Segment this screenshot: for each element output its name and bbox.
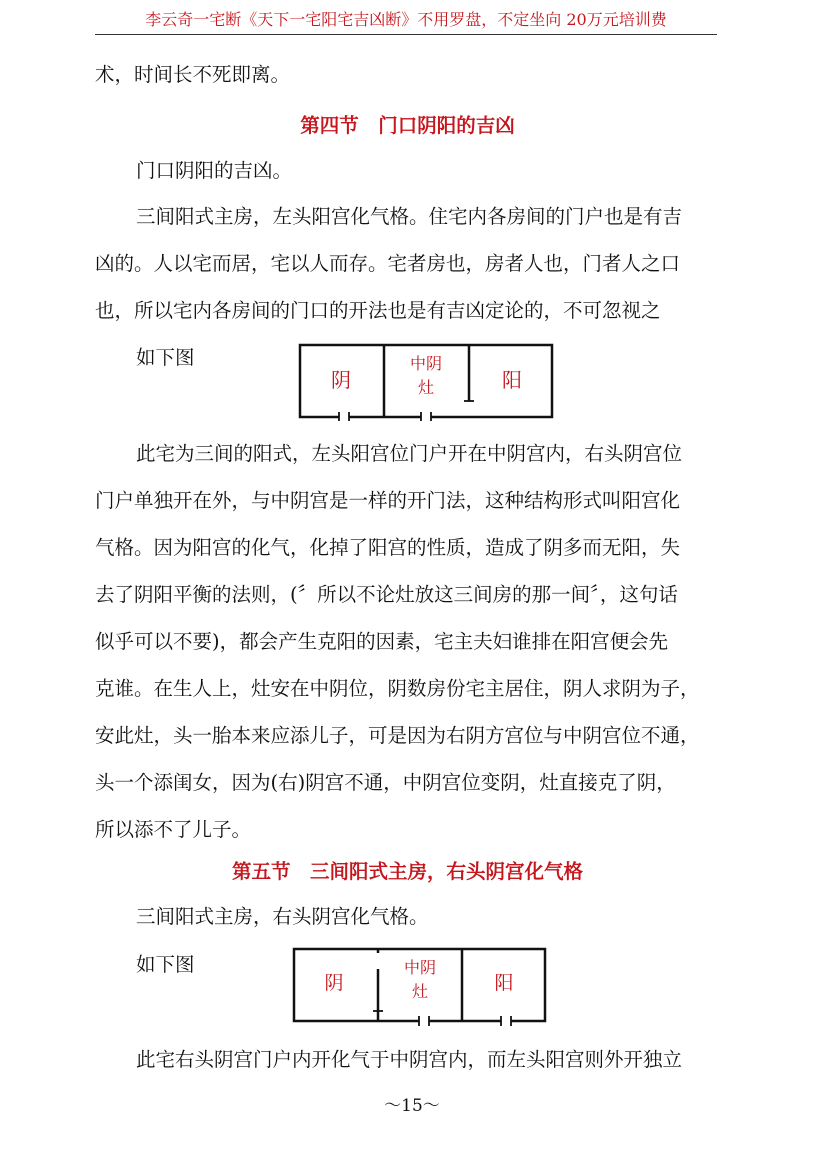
page-header: 李云奇一宅断《天下一宅阳宅吉凶断》不用罗盘，不定坐向 20万元培训费 [95,6,717,35]
body-line: 去了阴阳平衡的法则，(〞所以不论灶放这三间房的那一间〞，这句话 [95,583,678,606]
room-label-right: 阳 [494,972,514,994]
room-label-stove: 灶 [417,378,435,397]
body-line: 此宅右头阴宫门户内开化气于中阴宫内，而左头阳宫则外开独立 [136,1048,683,1071]
room-label-right: 阳 [502,368,522,392]
page-number: ～15～ [384,1096,440,1116]
figure-caption: 如下图 [136,953,195,976]
body-line: 克谁。在生人上，灶安在中阴位，阴数房份宅主居住，阴人求阴为子， [95,677,700,700]
body-line: 也，所以宅内各房间的门口的开法也是有吉凶定论的，不可忽视之 [95,299,661,322]
room-label-middle: 中阴 [403,958,437,977]
body-line: 三间阳式主房，右头阴宫化气格。 [136,905,429,928]
body-line: 凶的。人以宅而居，宅以人而存。宅者房也，房者人也，门者人之口 [95,252,681,275]
body-line: 术，时间长不死即离。 [95,63,291,86]
body-line: 所以添不了儿子。 [95,818,252,841]
floor-plan-diagram-2 [292,947,548,1027]
section-title-4: 第四节 门口阴阳的吉凶 [300,114,515,137]
body-line: 似乎可以不要)，都会产生克阳的因素，宅主夫妇谁排在阳宫便会先 [95,630,669,653]
body-line: 三间阳式主房，左头阳宫化气格。住宅内各房间的门户也是有吉 [136,205,683,228]
room-label-middle: 中阴 [409,354,443,373]
figure-caption: 如下图 [136,346,195,369]
body-line: 门口阴阳的吉凶。 [136,159,293,182]
room-label-left: 阴 [331,368,351,392]
body-line: 气格。因为阳宫的化气，化掉了阳宫的性质，造成了阴多而无阳，失 [95,536,681,559]
room-label-stove: 灶 [411,982,429,1001]
body-line: 安此灶，头一胎本来应添儿子，可是因为右阴方宫位与中阴宫位不通， [95,724,700,747]
floor-plan-diagram-1 [298,343,555,421]
body-line: 门户单独开在外，与中阴宫是一样的开门法，这种结构形式叫阳宫化 [95,489,681,512]
section-title-5: 第五节 三间阳式主房，右头阴宫化气格 [231,860,583,883]
room-label-left: 阴 [324,972,344,994]
body-line: 头一个添闺女，因为(右)阴宫不通，中阴宫位变阴，灶直接克了阴， [95,771,676,794]
body-line: 此宅为三间的阳式，左头阳宫位门户开在中阴宫内，右头阴宫位 [136,442,683,465]
